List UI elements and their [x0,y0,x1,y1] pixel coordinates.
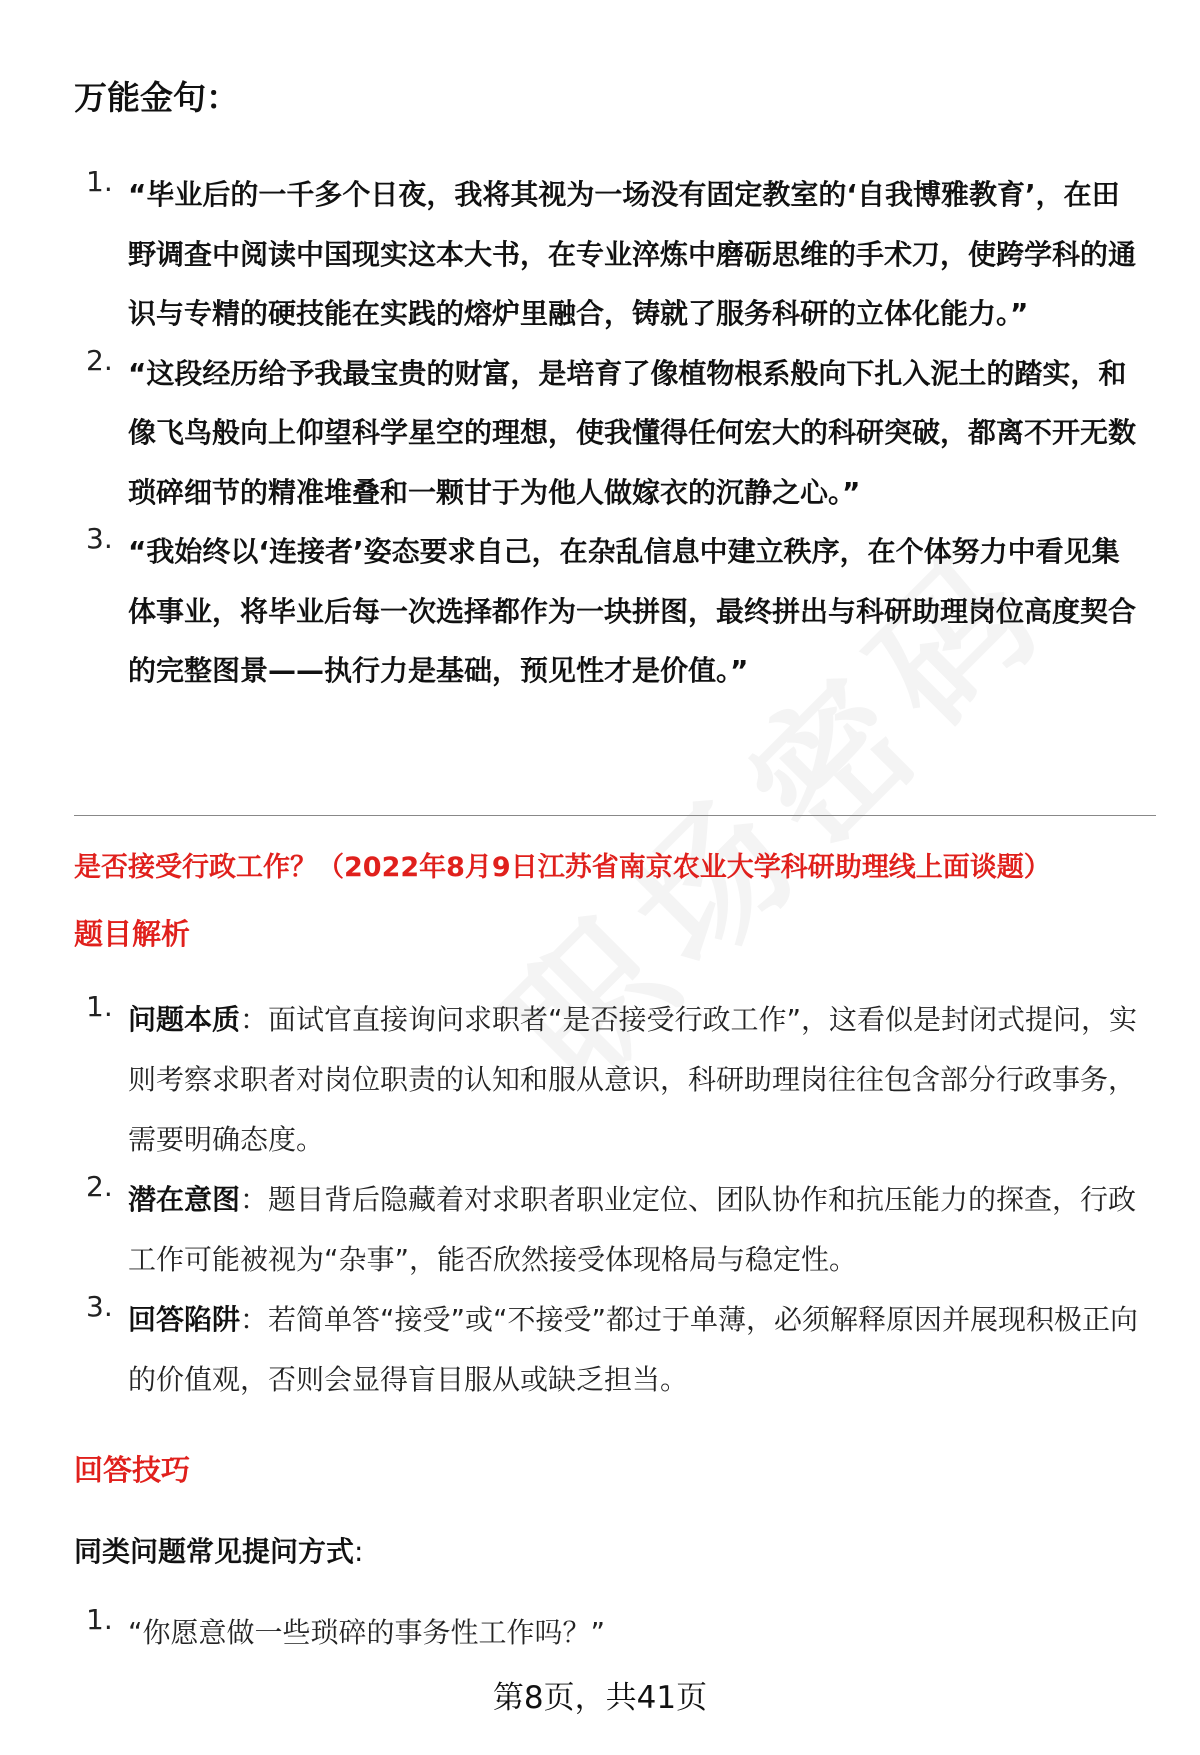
item-body: ：若简单答“接受”或“不接受”都过于单薄，必须解释原因并展现积极正向的价值观，否则会显得盲目服从或缺乏担当。 [128,1303,1139,1396]
item-body: ：题目背后隐藏着对求职者职业定位、团队协作和抗压能力的探查，行政工作可能被视为“杂事”，能否欣然接受体现格局与稳定性。 [128,1183,1137,1276]
list-item [0,1170,1200,1290]
item-keyword: 潜在意图 [128,1183,241,1216]
heading-colon: : [354,1535,364,1568]
similar-questions-label: 同类问题常见提问方式 [74,1535,355,1568]
list-number: 1. [86,165,113,198]
list-number: 1. [86,990,113,1023]
list-item-text [128,1170,1144,1290]
item-body: ：面试官直接询问求职者“是否接受行政工作”，这看似是封闭式提问，实则考察求职者对岗位职责的认知和服从意识，科研助理岗往往包含部分行政事务，需要明确态度。 [128,1003,1138,1156]
list-item-text [128,990,1144,1170]
section-divider [74,815,1156,816]
golden-sentences-list [0,165,1200,701]
list-item [0,522,1200,701]
list-item-text: “我始终以‘连接者’姿态要求自己，在杂乱信息中建立秩序，在个体努力中看见集体事业，将毕业后每一次选择都作为一块拼图，最终拼出与科研助理岗位高度契合的完整图景——执行力是基础，预见性才是价值。” [128,535,1137,687]
list-number: 3. [86,1290,113,1323]
list-item [0,1290,1200,1410]
list-item-text [128,1290,1144,1410]
list-number: 2. [86,343,113,377]
list-item-text: “毕业后的一千多个日夜，我将其视为一场没有固定教室的‘自我博雅教育’，在田野调查中阅读中国现实这本大书，在专业淬炼中磨砺思维的手术刀，使跨学科的通识与专精的硬技能在实践的熔炉里融合，铸就了服务科研的立体化能力。” [128,178,1137,330]
item-keyword: 问题本质 [128,1003,241,1036]
golden-sentences-heading: 万能金句： [74,78,239,117]
item-keyword: 回答陷阱 [128,1303,241,1336]
list-item-text: “这段经历给予我最宝贵的财富，是培育了像植物根系般向下扎入泥土的踏实，和像飞鸟般向上仰望科学星空的理想，使我懂得任何宏大的科研突破，都离不开无数琐碎细节的精准堆叠和一颗甘于为他人做嫁衣的沉静之心。” [128,356,1137,509]
list-item-text: “你愿意做一些琐碎的事务性工作吗？” [128,1616,606,1649]
similar-questions-heading [74,1530,363,1570]
list-item [0,165,1200,344]
list-number: 1. [86,1603,113,1636]
question-title: 是否接受行政工作？（2022年8月9日江苏省南京农业大学科研助理线上面谈题） [74,852,1051,883]
page-number: 第8页，共41页 [492,1680,708,1716]
list-item [0,344,1200,523]
tips-heading: 回答技巧 [74,1453,191,1487]
list-number: 2. [86,1170,113,1203]
list-number: 3. [86,522,113,555]
list-item [0,990,1200,1170]
similar-questions-list [0,1603,1200,1663]
analysis-list [0,990,1200,1410]
analysis-heading: 题目解析 [74,917,191,951]
list-item [0,1603,1200,1663]
